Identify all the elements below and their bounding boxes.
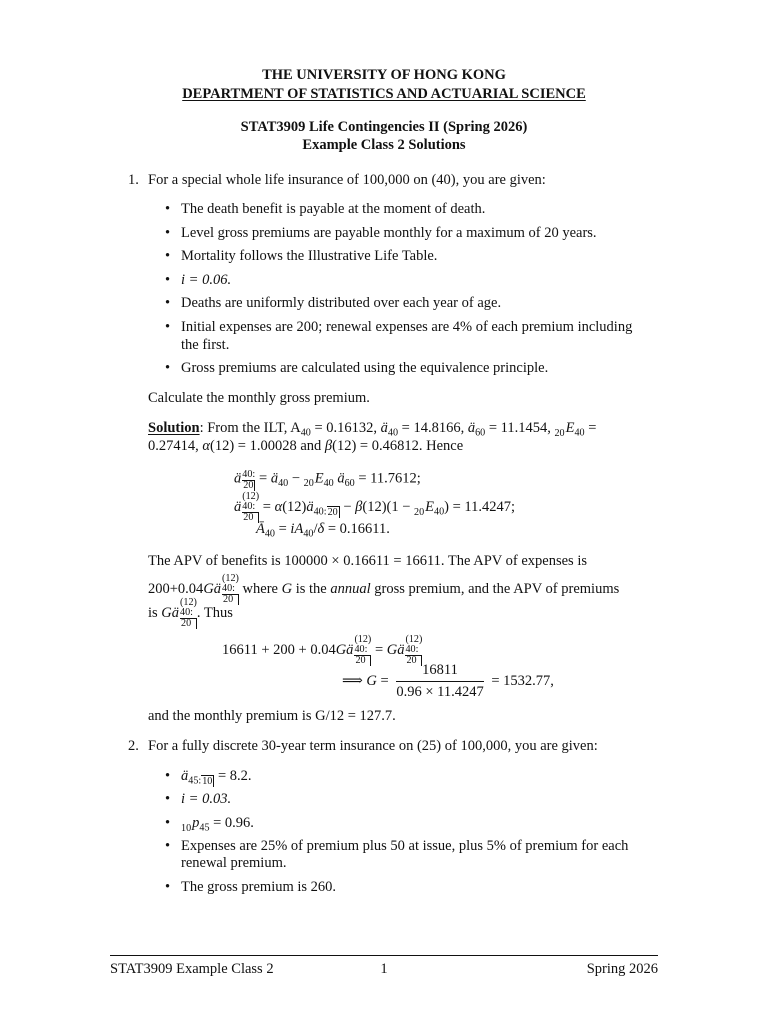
q2-intro: For a fully discrete 30-year term insurance on (25) of 100,000, you are given: — [148, 738, 598, 754]
q2-number: 2. — [128, 738, 139, 754]
bullet: • — [165, 319, 171, 335]
apv-line-1: The APV of benefits is 100000 × 0.16611 = 16611. The APV of expenses is — [148, 553, 587, 569]
equation-annuity-temp: ä 40: 20 = $ä_{40} - _{20}E_{40}$ $ä_{60} = 11.7612$; — [234, 469, 421, 492]
footer-term: Spring 2026 — [586, 961, 658, 977]
q1-bullet-2: Level gross premiums are payable monthly for a maximum of 20 years. — [181, 225, 597, 241]
bullet: • — [165, 225, 171, 241]
q1-bullet-6-cont: the first. — [181, 337, 230, 353]
department-title: DEPARTMENT OF STATISTICS AND ACTUARIAL SCIENCE — [182, 86, 586, 102]
solution-line-2: 0.27414, α(12) = 1.00028 and β(12) = 0.46812. Hence — [148, 438, 464, 454]
q1-question: Calculate the monthly gross premium. — [148, 390, 370, 406]
bullet: • — [165, 815, 171, 831]
apv-line-2: 200+0.04Gä (12) 40: 20 where G is the annual gross premium, and the APV of premiums — [148, 573, 620, 606]
solution-line-1: Solution: From the ILT, $A_{40} = 0.16132$, $ä_{40} = 14.8166$, $ä_{60} = 11.1454$, $_{20}E_{40}$ = — [148, 420, 597, 439]
q1-intro: For a special whole life insurance of 100,000 on (40), you are given: — [148, 172, 546, 188]
footer-rule — [110, 955, 658, 956]
apv-line-3: is Gä (12) 40: 20 . Thus — [148, 597, 233, 630]
bullet: • — [165, 838, 171, 854]
q2-bullet-2: i = 0.03. — [181, 791, 232, 807]
equation-solution-G: ⟹ G = $\frac{16811}{0.96 \times 11.4247}$ = 1532.77, — [342, 662, 554, 700]
q1-bullet-4: i = 0.06. — [181, 272, 232, 288]
q2-bullet-5: The gross premium is 260. — [181, 879, 337, 895]
footer-course: STAT3909 Example Class 2 — [110, 961, 274, 977]
equation-continuous: $Ā_{40} = iA_{40}/\delta = 0.16611$. — [256, 521, 390, 540]
page-number: 1 — [380, 961, 388, 977]
q1-bullet-7: Gross premiums are calculated using the equivalence principle. — [181, 360, 549, 376]
q2-bullet-1: $ä_{45:10} = 8.2$. — [181, 768, 252, 787]
bullet: • — [165, 768, 171, 784]
bullet: • — [165, 791, 171, 807]
solution-label: Solution — [148, 420, 200, 436]
q1-bullet-1: The death benefit is payable at the moment of death. — [181, 201, 486, 217]
q2-bullet-3: $_{10}p_{45} = 0.96$. — [181, 815, 254, 834]
bullet: • — [165, 295, 171, 311]
q1-bullet-3: Mortality follows the Illustrative Life Table. — [181, 248, 438, 264]
bullet: • — [165, 248, 171, 264]
q1-number: 1. — [128, 172, 139, 188]
bullet: • — [165, 201, 171, 217]
q2-bullet-4: Expenses are 25% of premium plus 50 at issue, plus 5% of premium for each — [181, 838, 629, 854]
fraction: $\frac{16811}{0.96 \times 11.4247}$ — [396, 662, 484, 700]
university-title: THE UNIVERSITY OF HONG KONG — [262, 67, 506, 83]
equation-equivalence: 16611 + 200 + 0.04Gä (12) 40: 20 = Gä (12) 40: 20 — [222, 634, 423, 667]
bullet: • — [165, 879, 171, 895]
document-subtitle: Example Class 2 Solutions — [302, 137, 466, 153]
course-title: STAT3909 Life Contingencies II (Spring 2026) — [240, 119, 528, 135]
monthly-premium-result: and the monthly premium is G/12 = 127.7. — [148, 708, 396, 724]
bullet: • — [165, 272, 171, 288]
equation-annuity-monthly: ä (12) 40: 20 = $\alpha(12)ä_{40:20} - \beta(12)(1 - _{20}E_{40}) = 11.4247$; — [234, 491, 516, 524]
q2-bullet-4-cont: renewal premium. — [181, 855, 287, 871]
bullet: • — [165, 360, 171, 376]
q1-bullet-5: Deaths are uniformly distributed over each year of age. — [181, 295, 502, 311]
q1-bullet-6: Initial expenses are 200; renewal expenses are 4% of each premium including — [181, 319, 633, 335]
